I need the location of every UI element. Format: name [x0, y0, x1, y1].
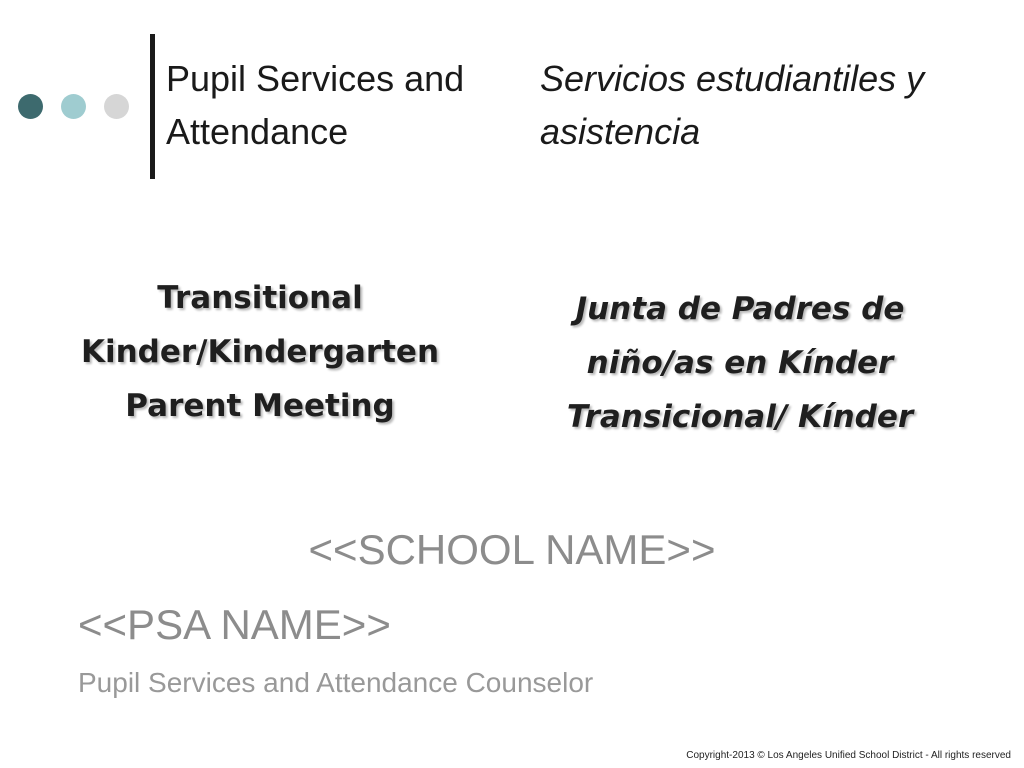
header-title-english	[166, 52, 526, 158]
meeting-title-english-line2: Kinder/Kindergarten	[80, 334, 440, 370]
header-title-english-line2: Attendance	[166, 111, 349, 152]
meeting-title-english	[30, 271, 490, 433]
header-title-spanish	[540, 52, 1010, 158]
meeting-title-spanish-line2: niño/as en Kínder	[586, 345, 894, 381]
dot-light-gray	[104, 94, 129, 119]
meeting-title-spanish-line3: Transicional/ Kínder	[566, 399, 914, 435]
meeting-title-spanish-line1: Junta de Padres de	[575, 291, 905, 327]
title-divider	[150, 34, 155, 179]
dot-dark-teal	[18, 94, 43, 119]
counselor-title: Pupil Services and Attendance Counselor	[78, 667, 594, 698]
psa-name-placeholder: <<PSA NAME>>	[78, 601, 391, 648]
meeting-title-spanish	[520, 282, 960, 444]
dot-light-teal	[61, 94, 86, 119]
header-title-spanish-line1: Servicios estudiantiles y	[540, 58, 925, 99]
copyright-notice: Copyright-2013 © Los Angeles Unified School District - All rights reserved	[686, 750, 1011, 761]
meeting-title-english-line1: Transitional	[157, 280, 363, 316]
meeting-title-english-line3: Parent Meeting	[125, 388, 395, 424]
school-name-placeholder: <<SCHOOL NAME>>	[308, 526, 716, 573]
header-title-english-line1: Pupil Services and	[166, 58, 465, 99]
decorative-dots	[18, 94, 138, 120]
header-title-spanish-line2: asistencia	[540, 111, 701, 152]
